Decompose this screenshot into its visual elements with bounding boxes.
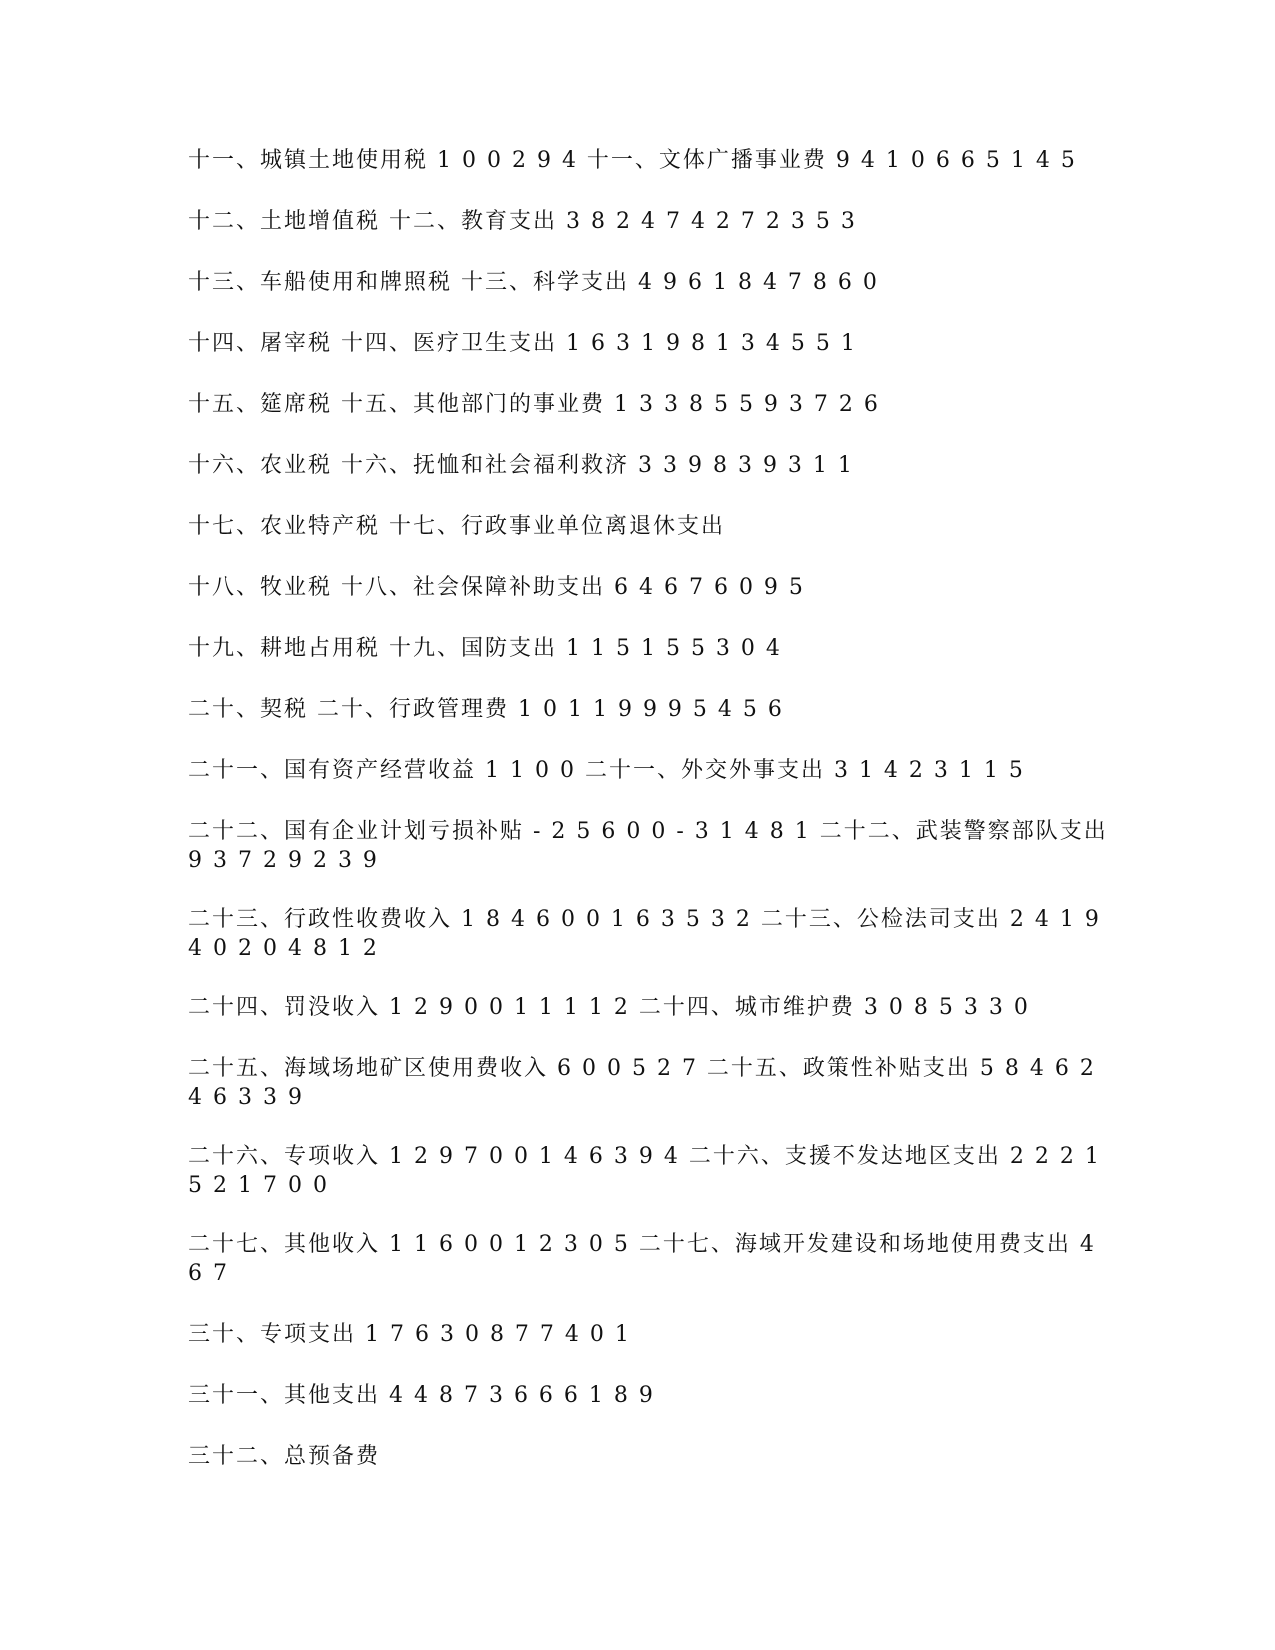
line-23: 二十三、行政性收费收入 1 8 4 6 0 0 1 6 3 5 3 2 二十三、公检法司支出 2 4 1 9 4 0 2 0 4 8 1 2 (188, 907, 1110, 961)
line-31: 三十一、其他支出 4 4 8 7 3 6 6 6 1 8 9 (188, 1383, 655, 1408)
line-32: 三十二、总预备费 (188, 1444, 381, 1469)
line-12: 十二、土地增值税 十二、教育支出 3 8 2 4 7 4 2 7 2 3 5 3 (188, 209, 857, 234)
line-18: 十八、牧业税 十八、社会保障补助支出 6 4 6 7 6 0 9 5 (188, 575, 805, 600)
line-19: 十九、耕地占用税 十九、国防支出 1 1 5 1 5 5 3 0 4 (188, 636, 782, 661)
line-25: 二十五、海域场地矿区使用费收入 6 0 0 5 2 7 二十五、政策性补贴支出 5 8 4 6 2 4 6 3 3 9 (188, 1056, 1105, 1110)
line-24: 二十四、罚没收入 1 2 9 0 0 1 1 1 1 2 二十四、城市维护费 3 0 8 5 3 3 0 (188, 995, 1030, 1020)
line-11: 十一、城镇土地使用税 1 0 0 2 9 4 十一、文体广播事业费 9 4 1 0 6 6 5 1 4 5 (188, 148, 1077, 173)
document-body (188, 146, 1117, 1503)
line-30: 三十、专项支出 1 7 6 3 0 8 7 7 4 0 1 (188, 1322, 631, 1347)
line-20: 二十、契税 二十、行政管理费 1 0 1 1 9 9 9 5 4 5 6 (188, 697, 784, 722)
line-21: 二十一、国有资产经营收益 1 1 0 0 二十一、外交外事支出 3 1 4 2 3 1 1 5 (188, 758, 1025, 783)
line-14: 十四、屠宰税 十四、医疗卫生支出 1 6 3 1 9 8 1 3 4 5 5 1 (188, 331, 857, 356)
line-27: 二十七、其他收入 1 1 6 0 0 1 2 3 0 5 二十七、海域开发建设和场地使用费支出 4 6 7 (188, 1232, 1105, 1286)
line-13: 十三、车船使用和牌照税 十三、科学支出 4 9 6 1 8 4 7 8 6 0 (188, 270, 879, 295)
line-15: 十五、筵席税 十五、其他部门的事业费 1 3 3 8 5 5 9 3 7 2 6 (188, 392, 880, 417)
line-17: 十七、农业特产税 十七、行政事业单位离退休支出 (188, 514, 725, 539)
line-22: 二十二、国有企业计划亏损补贴 - 2 5 6 0 0 - 3 1 4 8 1 二十二、武装警察部队支出 9 3 7 2 9 2 3 9 (188, 819, 1117, 873)
line-26: 二十六、专项收入 1 2 9 7 0 0 1 4 6 3 9 4 二十六、支援不发达地区支出 2 2 2 1 5 2 1 7 0 0 (188, 1144, 1110, 1198)
line-16: 十六、农业税 十六、抚恤和社会福利救济 3 3 9 8 3 9 3 1 1 (188, 453, 854, 478)
